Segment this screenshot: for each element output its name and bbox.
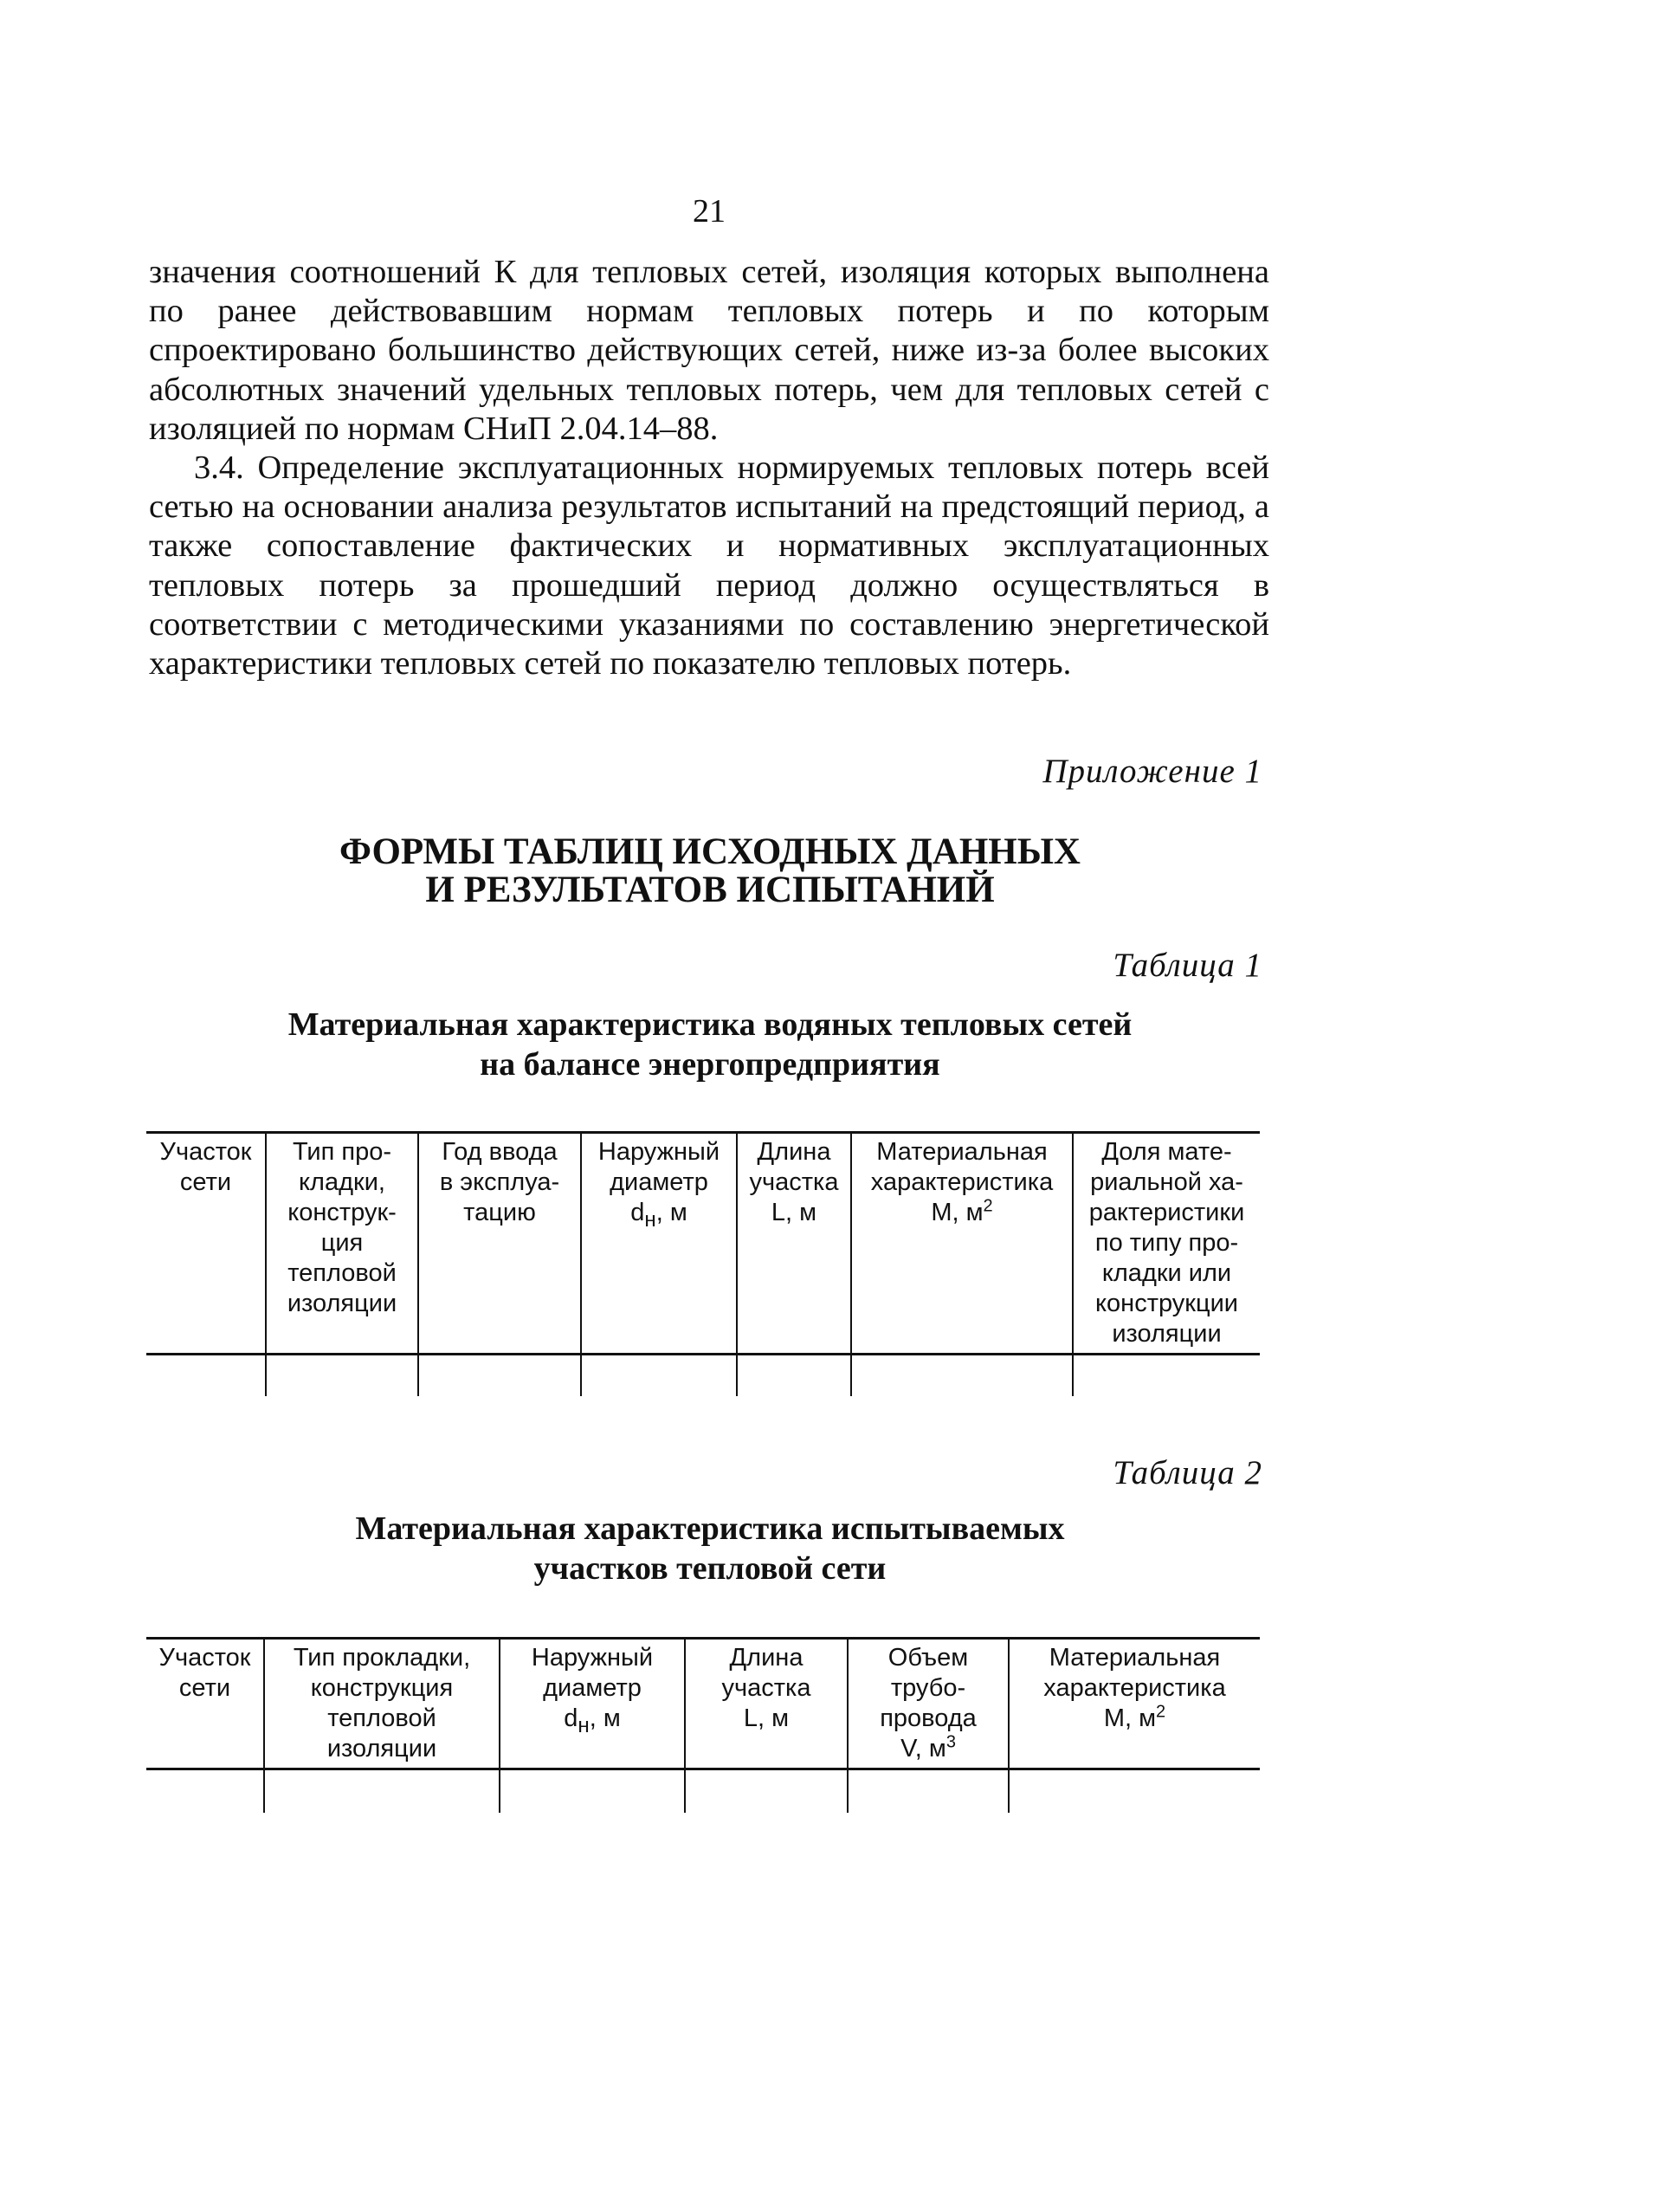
table-1 <box>146 1131 1260 1396</box>
table-1-header-share: Доля мате- риальной ха- рактеристики по типу про- кладки или конструкции изоляции <box>1073 1133 1260 1355</box>
table-cell <box>737 1355 851 1396</box>
table-cell <box>146 1355 266 1396</box>
table-1-caption-line-1: Материальная характеристика водяных тепловых сетей <box>287 1006 1133 1043</box>
table-2-caption-line-2: участков тепловой сети <box>533 1550 887 1587</box>
table-2-caption <box>173 1509 1247 1588</box>
table-2-header-outer-diameter: Наружный диаметр $d_н$, м <box>500 1639 685 1769</box>
table-1-empty-row <box>146 1355 1260 1396</box>
table-1-header-commissioning-year: Год ввода в эксплуа- тацию <box>418 1133 581 1355</box>
table-2-header-laying-type: Тип прокладки, конструкция тепловой изоляции <box>264 1639 500 1769</box>
table-1-header-material-characteristic: Материальная характеристика М, $м^2$ <box>851 1133 1073 1355</box>
table-2 <box>146 1637 1260 1813</box>
paragraph-3-4: 3.4. Определение эксплуатационных нормируемых тепловых потерь всей сетью на основании анализа результатов испытаний на предстоящий период, а также сопоставление фактических и нормативных эксплуатационных тепловых потерь за прошедший период должно осуществляться в соответствии с методическими указаниями по составлению энергетической характеристики тепловых сетей по показателю тепловых потерь. <box>149 450 1269 682</box>
table-2-caption-line-1: Материальная характеристика испытываемых <box>355 1510 1065 1547</box>
table-1-header-laying-type: Тип про- кладки, конструк- ция тепловой изоляции <box>266 1133 418 1355</box>
table-cell <box>685 1769 848 1813</box>
table-2-header-row <box>146 1639 1260 1769</box>
table-cell <box>1009 1769 1260 1813</box>
table-2-header-section: Участок сети <box>146 1639 264 1769</box>
table-1-header-outer-diameter: Наружный диаметр $d_н$, м <box>581 1133 737 1355</box>
table-cell <box>1073 1355 1260 1396</box>
table-cell <box>264 1769 500 1813</box>
body-text <box>149 253 1269 683</box>
table-cell <box>146 1769 264 1813</box>
appendix-title <box>208 833 1212 909</box>
page-number: 21 <box>693 193 726 230</box>
appendix-title-line-2: И РЕЗУЛЬТАТОВ ИСПЫТАНИЙ <box>425 870 995 910</box>
table-2-header-material-characteristic: Материальная характеристика М, $м^2$ <box>1009 1639 1260 1769</box>
appendix-label: Приложение 1 <box>1042 753 1262 790</box>
table-cell <box>851 1355 1073 1396</box>
table-1-header-row <box>146 1133 1260 1355</box>
table-cell <box>848 1769 1009 1813</box>
table-cell <box>266 1355 418 1396</box>
table-1-caption <box>173 1005 1247 1084</box>
table-2-empty-row <box>146 1769 1260 1813</box>
table-2-header-pipe-volume: Объем трубо- провода V, $м^3$ <box>848 1639 1009 1769</box>
table-2-label: Таблица 2 <box>1113 1454 1262 1491</box>
paragraph-continuation: значения соотношений К для тепловых сетей, изоляция которых выполнена по ранее действовавшим нормам тепловых потерь и по которым спроектировано большинство действующих сетей, ниже из-за более высоких абсолютных значений удельных тепловых потерь, чем для тепловых сетей с изоляцией по нормам СНиП 2.04.14–88. <box>149 254 1269 447</box>
table-1-caption-line-2: на балансе энергопредприятия <box>480 1046 940 1083</box>
table-1-header-length: Длина участка L, м <box>737 1133 851 1355</box>
appendix-title-line-1: ФОРМЫ ТАБЛИЦ ИСХОДНЫХ ДАННЫХ <box>339 831 1081 872</box>
table-2-header-length: Длина участка L, м <box>685 1639 848 1769</box>
table-cell <box>500 1769 685 1813</box>
table-cell <box>581 1355 737 1396</box>
table-1-label: Таблица 1 <box>1113 947 1262 984</box>
table-cell <box>418 1355 581 1396</box>
table-1-header-section: Участок сети <box>146 1133 266 1355</box>
